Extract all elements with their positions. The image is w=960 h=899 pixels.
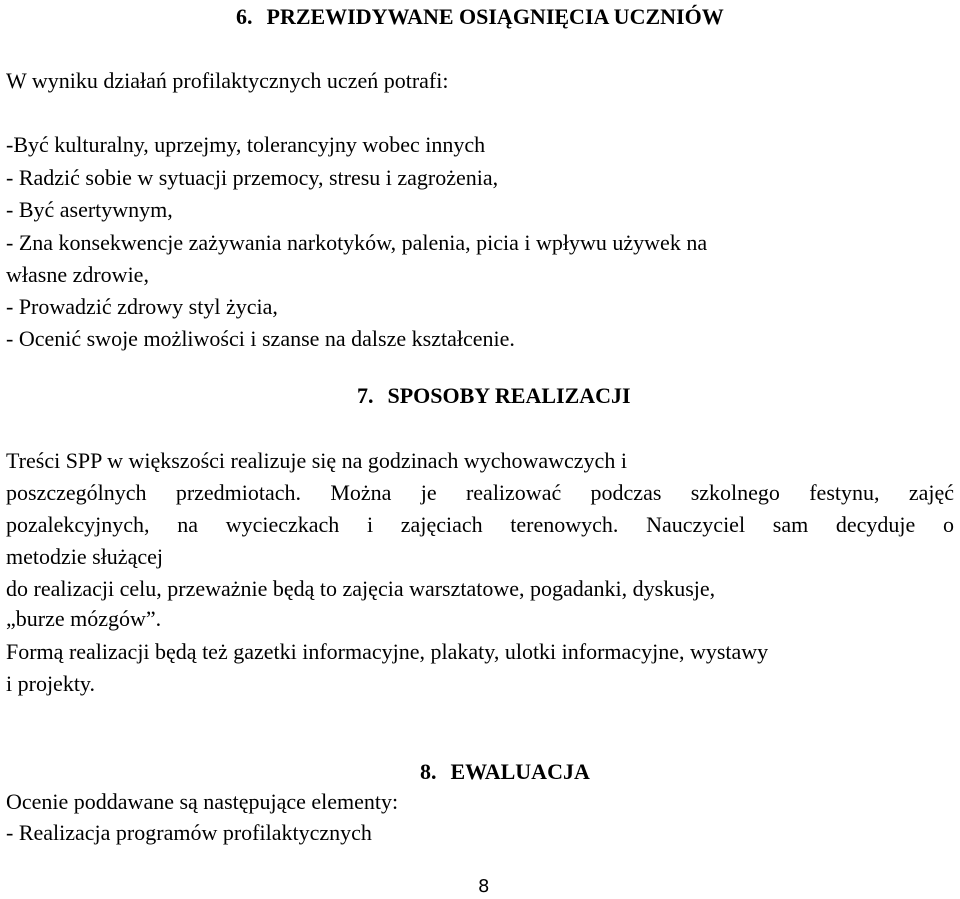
page-number: 8 bbox=[478, 876, 490, 897]
section-7-title: SPOSOBY REALIZACJI bbox=[387, 383, 631, 408]
list-item: - Zna konsekwencje zażywania narkotyków, palenia, picia i wpływu używek na bbox=[6, 230, 708, 255]
paragraph-line: metodzie służącej bbox=[6, 544, 163, 569]
section-6-title: PRZEWIDYWANE OSIĄGNIĘCIA UCZNIÓW bbox=[266, 4, 724, 29]
paragraph-line: Treści SPP w większości realizuje się na godzinach wychowawczych i bbox=[6, 448, 627, 473]
section-7-number: 7. bbox=[357, 383, 374, 408]
section-8-number: 8. bbox=[420, 759, 437, 784]
list-item: - Realizacja programów profilaktycznych bbox=[6, 820, 372, 845]
paragraph-line: poszczególnych przedmiotach. Można je realizować podczas szkolnego festynu, zajęć bbox=[6, 480, 954, 505]
section-8-heading bbox=[420, 757, 590, 787]
list-item: - Radzić sobie w sytuacji przemocy, stresu i zagrożenia, bbox=[6, 165, 499, 190]
section-6-heading bbox=[236, 2, 724, 32]
list-item: - Prowadzić zdrowy styl życia, bbox=[6, 294, 278, 319]
section-8-intro: Ocenie poddawane są następujące elementy: bbox=[6, 789, 399, 814]
list-item: własne zdrowie, bbox=[6, 262, 149, 287]
list-item: - Ocenić swoje możliwości i szanse na dalsze kształcenie. bbox=[6, 326, 515, 351]
paragraph-line: Formą realizacji będą też gazetki informacyjne, plakaty, ulotki informacyjne, wystawy bbox=[6, 639, 769, 664]
paragraph-line: do realizacji celu, przeważnie będą to zajęcia warsztatowe, pogadanki, dyskusje, bbox=[6, 576, 716, 601]
section-7-heading bbox=[357, 381, 631, 411]
paragraph-line: „burze mózgów”. bbox=[6, 606, 162, 631]
section-6-number: 6. bbox=[236, 4, 253, 29]
list-item: - Być asertywnym, bbox=[6, 197, 173, 222]
section-8-title: EWALUACJA bbox=[450, 759, 590, 784]
section-6-intro: W wyniku działań profilaktycznych uczeń potrafi: bbox=[6, 68, 449, 93]
paragraph-line: pozalekcyjnych, na wycieczkach i zajęciach terenowych. Nauczyciel sam decyduje o bbox=[6, 512, 954, 537]
list-item: -Być kulturalny, uprzejmy, tolerancyjny wobec innych bbox=[6, 132, 486, 157]
paragraph-line: i projekty. bbox=[6, 671, 95, 696]
